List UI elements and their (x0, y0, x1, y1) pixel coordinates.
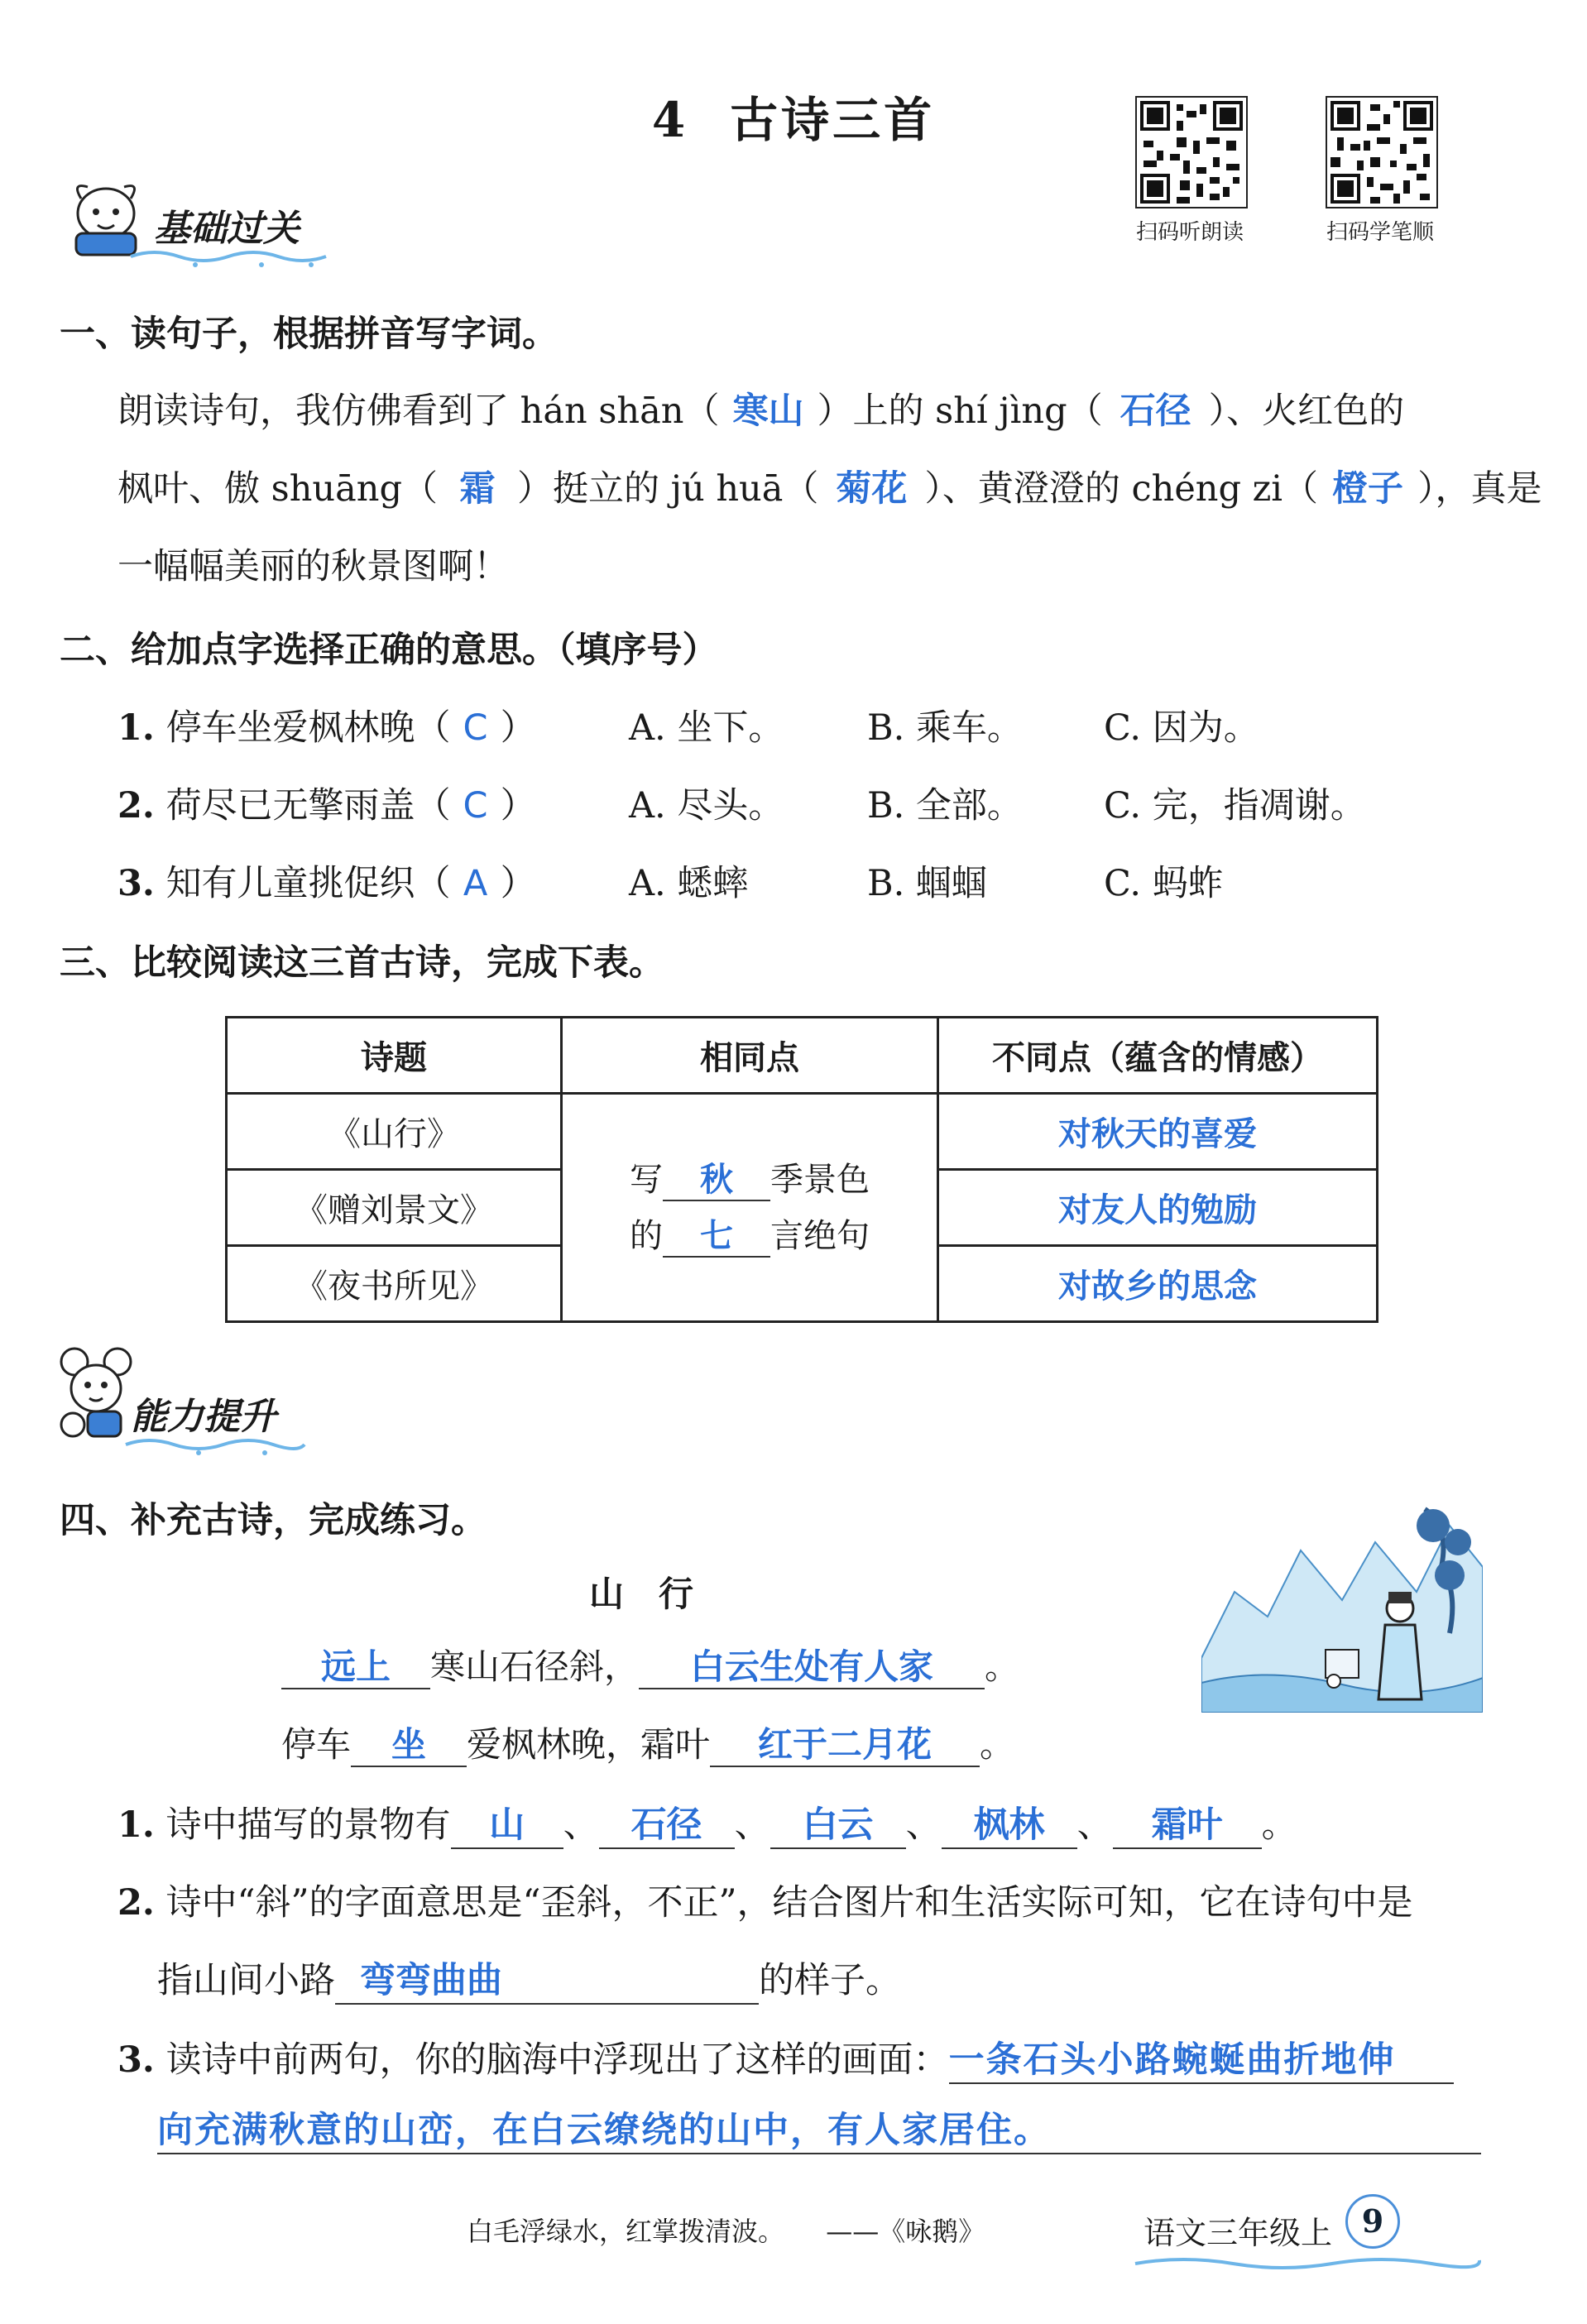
separator: 、 (734, 1804, 770, 1846)
poem-text: 寒山石径斜， (430, 1646, 640, 1687)
section-badge-advanced (55, 1342, 137, 1445)
q2-item-paren: ） (500, 707, 536, 749)
footer-wave-icon (1134, 2252, 1481, 2277)
scenery-answer[interactable]: 石径 (599, 1804, 735, 1849)
wave-decoration-icon (124, 1435, 306, 1459)
question-1-line2 (117, 450, 1542, 528)
same-text: 言绝句 (770, 1216, 870, 1255)
poem-line-1 (281, 1640, 1019, 1689)
q4-sub-3 (117, 2032, 1454, 2084)
question-2-title: 二、给加点字选择正确的意思。（填序号） (60, 630, 718, 671)
q4-sub-text: 诗中“斜”的字面意思是“歪斜，不正”，结合图片和生活实际可知，它在诗句中是 (165, 1882, 1413, 1924)
qr-icon (1326, 96, 1438, 208)
q2-option-b: B. 乘车。 (867, 707, 1023, 749)
q1-text: ）上的 shí jìng（ (817, 391, 1103, 432)
q4-sub-3-line2 (157, 2110, 1481, 2154)
question-1-title: 一、读句子，根据拼音写字词。 (60, 314, 558, 355)
q2-option-a: A. 坐下。 (629, 707, 784, 749)
q1-answer-hanshan[interactable]: 寒山 (732, 391, 804, 432)
q2-item-2 (117, 778, 1491, 828)
table-header: 相同点 (562, 1018, 938, 1094)
q2-item-answer[interactable]: C (463, 785, 488, 827)
poem-blank-3[interactable]: 坐 (351, 1724, 467, 1767)
q2-option-c: C. 蚂蚱 (1104, 863, 1224, 904)
scene-answer-line-1[interactable]: 一条石头小路蜿蜒曲折地伸 (949, 2039, 1454, 2084)
q1-answer-shijing[interactable]: 石径 (1120, 391, 1191, 432)
poem-text: 。 (980, 1724, 1015, 1765)
wave-decoration-icon (129, 247, 328, 271)
q1-text: ）、火红色的 (1208, 391, 1405, 432)
q2-option-c: C. 完，指凋谢。 (1104, 785, 1366, 827)
scenery-answer[interactable]: 白云 (770, 1804, 906, 1849)
table-header: 诗题 (227, 1018, 562, 1094)
q4-sub-1 (117, 1797, 1297, 1849)
q4-sub-text: 的样子。 (759, 1960, 901, 2001)
q1-text: 枫叶、傲 shuāng（ (117, 468, 438, 510)
footer-quote (467, 2211, 985, 2249)
poem-blank-2[interactable]: 白云生处有人家 (639, 1646, 985, 1689)
table-row (227, 1094, 1378, 1170)
q4-sub-num: 3. (117, 2039, 155, 2081)
separator: 、 (1076, 1804, 1113, 1846)
table-header-row (227, 1018, 1378, 1094)
section-title-basic: 基础过关 (154, 208, 300, 250)
diff-answer[interactable]: 对秋天的喜爱 (938, 1094, 1378, 1170)
question-1-line1 (117, 372, 1491, 450)
q4-sub-text: 指山间小路 (157, 1960, 335, 2001)
table-header: 不同点（蕴含的情感） (938, 1018, 1378, 1094)
question-3-title: 三、比较阅读这三首古诗，完成下表。 (60, 942, 664, 984)
section-title-advanced: 能力提升 (131, 1396, 276, 1438)
poem-title: 《赠刘景文》 (227, 1170, 562, 1246)
separator: 、 (563, 1804, 599, 1846)
footer-quote-text: 白毛浮绿水，红掌拨清波。 (467, 2216, 785, 2247)
mouse-mascot-icon (55, 1342, 137, 1441)
path-shape-answer[interactable]: 弯弯曲曲 (335, 1960, 759, 2005)
question-4-title: 四、补充古诗，完成练习。 (60, 1500, 487, 1541)
q2-item-num: 1. (117, 707, 155, 749)
q2-item-text: 知有儿童挑促织（ (165, 863, 451, 904)
scenery-answer[interactable]: 霜叶 (1113, 1804, 1262, 1849)
q2-item-num: 3. (117, 863, 155, 904)
q1-text: ），真是 (1417, 468, 1542, 510)
qr-code-listen[interactable] (1135, 96, 1248, 212)
lesson-number: 4 (651, 92, 689, 148)
q2-option-a: A. 尽头。 (629, 785, 784, 827)
q1-text: ）、黄澄澄的 chéng zi（ (924, 468, 1319, 510)
q4-sub-2 (117, 1875, 1413, 1925)
poem-text: 爱枫林晚，霜叶 (467, 1724, 711, 1765)
q2-item-text: 停车坐爱枫林晚（ (165, 707, 451, 749)
scene-answer-line-2[interactable]: 向充满秋意的山峦，在白云缭绕的山中，有人家居住。 (157, 2110, 1481, 2154)
q2-item-3 (117, 855, 1491, 906)
q1-text: 朗读诗句，我仿佛看到了 hán shān（ (117, 391, 720, 432)
separator: 、 (905, 1804, 942, 1846)
landscape-illustration-icon (1201, 1493, 1483, 1713)
q4-sub-2-line2 (157, 1953, 901, 2005)
question-1-line3: 一幅幅美丽的秋景图啊！ (117, 546, 509, 587)
q2-item-text: 荷尽已无擎雨盖（ (165, 785, 451, 827)
poem-text: 停车 (281, 1724, 352, 1765)
same-line-2 (563, 1208, 936, 1264)
q4-sub-text: 诗中描写的景物有 (165, 1804, 451, 1846)
page-number: 9 (1345, 2194, 1400, 2249)
same-point-cell (562, 1094, 938, 1322)
q2-item-num: 2. (117, 785, 155, 827)
diff-answer[interactable]: 对故乡的思念 (938, 1246, 1378, 1322)
scenery-answer[interactable]: 枫林 (942, 1804, 1077, 1849)
poem-blank-4[interactable]: 红于二月花 (710, 1724, 980, 1767)
q1-answer-chengzi[interactable]: 橙子 (1332, 468, 1404, 510)
footer-book-name: 语文三年级上 (1144, 2215, 1333, 2251)
same-line-1 (563, 1152, 936, 1208)
poem-title: 《山行》 (227, 1094, 562, 1170)
same-text: 写 (630, 1160, 663, 1199)
poem-line-2 (281, 1718, 1014, 1767)
q1-answer-juhua[interactable]: 菊花 (836, 468, 908, 510)
diff-answer[interactable]: 对友人的勉励 (938, 1170, 1378, 1246)
same-answer-form[interactable]: 七 (663, 1216, 770, 1258)
q4-sub-num: 2. (117, 1882, 155, 1924)
qr-caption-listen: 扫码听朗读 (1135, 220, 1244, 245)
scenery-answer[interactable]: 山 (451, 1804, 563, 1849)
comparison-table (225, 1016, 1378, 1323)
separator: 。 (1261, 1804, 1297, 1846)
q2-option-b: B. 全部。 (867, 785, 1023, 827)
poem-text: 。 (985, 1646, 1020, 1687)
poem-title: 《夜书所见》 (227, 1246, 562, 1322)
lesson-title-text: 古诗三首 (730, 92, 936, 148)
qr-code-strokes[interactable] (1326, 96, 1438, 212)
footer-source: ——《咏鹅》 (826, 2216, 985, 2247)
poem-blank-1[interactable]: 远上 (281, 1646, 430, 1689)
q2-item-paren: ） (500, 863, 536, 904)
q2-option-c: C. 因为。 (1104, 707, 1259, 749)
qr-icon (1135, 96, 1248, 208)
q2-option-a: A. 蟋蟀 (629, 863, 749, 904)
q2-item-answer[interactable]: A (463, 863, 488, 904)
q2-item-1 (117, 700, 1491, 750)
q4-sub-text: 读诗中前两句，你的脑海中浮现出了这样的画面： (165, 2039, 949, 2081)
same-text: 季景色 (770, 1160, 870, 1199)
qr-caption-strokes: 扫码学笔顺 (1326, 220, 1434, 245)
q1-text: ）挺立的 jú huā（ (516, 468, 819, 510)
q2-item-answer[interactable]: C (463, 707, 488, 749)
q4-sub-num: 1. (117, 1804, 155, 1846)
q2-item-paren: ） (500, 785, 536, 827)
q2-option-b: B. 蝈蝈 (867, 863, 987, 904)
same-text: 的 (630, 1216, 663, 1255)
poem-title: 山 行 (589, 1574, 694, 1614)
same-answer-season[interactable]: 秋 (663, 1160, 770, 1201)
q1-answer-shuang[interactable]: 霜 (459, 468, 496, 510)
